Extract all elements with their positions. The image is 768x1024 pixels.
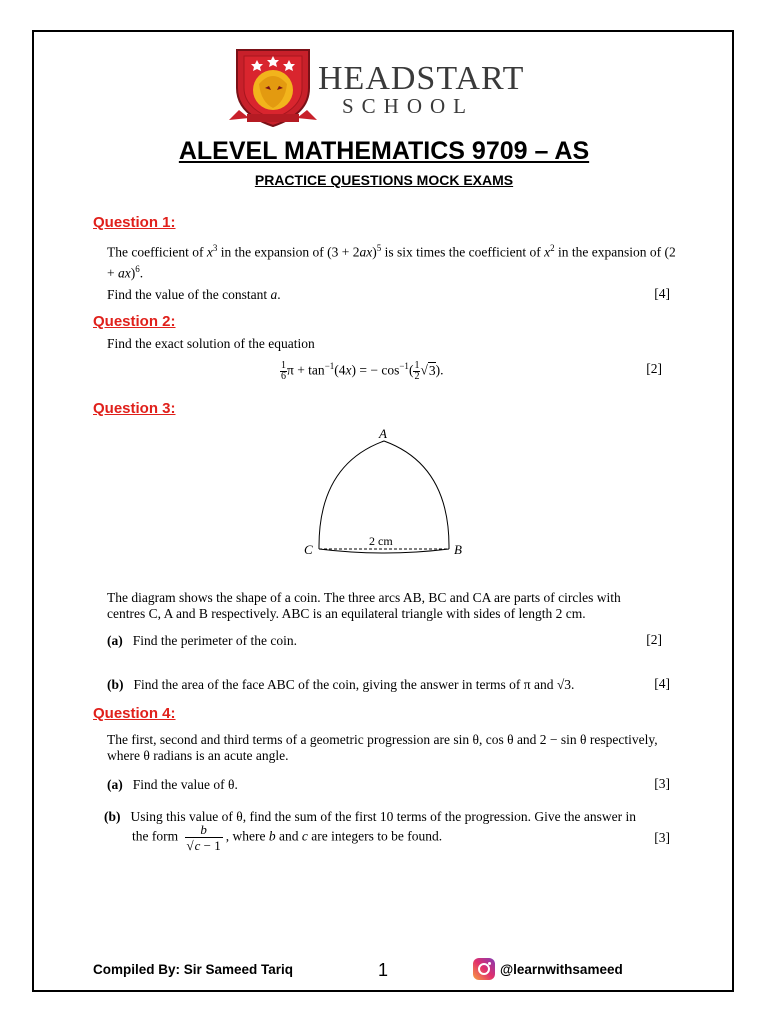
question-2-heading: Question 2: xyxy=(93,313,176,330)
question-4-part-a-mark: [3] xyxy=(654,776,670,791)
vertex-label-b: B xyxy=(454,542,462,557)
vertex-label-a: A xyxy=(379,426,387,441)
question-1-text: The coefficient of $x^3$ in the expansion of $(3 + 2ax)^5$ is six times the coefficient of $x^2$ in the expansion of (2 + ax)$^6$. xyxy=(107,243,676,280)
question-4-part-b-mark: [3] xyxy=(654,830,670,845)
question-3-heading: Question 3: xyxy=(93,400,176,417)
school-name: HEADSTART xyxy=(318,60,525,97)
question-4-part-a xyxy=(107,776,238,793)
question-4-heading: Question 4: xyxy=(93,705,176,722)
question-4-text-line2: where θ radians is an acute angle. xyxy=(107,748,289,763)
question-1-task: Find the value of the constant a. xyxy=(107,287,281,302)
coin-arc-outline xyxy=(319,441,449,549)
question-3-part-a-text: Find the perimeter of the coin. xyxy=(132,633,297,648)
question-3-part-b xyxy=(107,676,574,693)
question-2-mark: [2] xyxy=(646,361,662,376)
school-subtitle: SCHOOL xyxy=(342,94,475,118)
coin-arc-bottom xyxy=(319,549,449,553)
question-3-text-line1: The diagram shows the shape of a coin. The three arcs AB, BC and CA are parts of circles with xyxy=(107,590,621,605)
question-4-part-a-label: (a) xyxy=(107,777,123,792)
instagram-icon xyxy=(473,958,495,980)
question-2-text: Find the exact solution of the equation xyxy=(107,336,315,351)
school-crest-logo xyxy=(229,40,317,130)
question-1-heading: Question 1: xyxy=(93,214,176,231)
question-4-part-b-form: the form $\frac{b}{√c - 1}$ , where b and c are integers to be found. xyxy=(132,822,443,853)
question-4-part-a-text: Find the value of θ. xyxy=(132,777,238,792)
question-3-part-a-mark: [2] xyxy=(646,632,662,647)
question-3-part-b-label: (b) xyxy=(107,677,124,692)
page-title: ALEVEL MATHEMATICS 9709 – AS xyxy=(178,137,590,165)
question-3-text-line2: centres C, A and B respectively. ABC is an equilateral triangle with sides of length 2 cm. xyxy=(107,606,586,621)
question-2-equation: $\frac{1}{6}$ $\pi + \tan^{-1}(4x)$ = − $\cos^{-1}$( $\frac{1}{2}$ √3). xyxy=(281,359,444,382)
side-length-label: 2 cm xyxy=(369,534,393,548)
vertex-label-c: C xyxy=(304,542,313,557)
question-1-mark: [4] xyxy=(654,286,670,301)
page-subtitle: PRACTICE QUESTIONS MOCK EXAMS xyxy=(254,172,514,188)
footer-compiled-by: Compiled By: Sir Sameed Tariq xyxy=(93,962,294,977)
question-4-part-b-label: (b) xyxy=(104,809,121,824)
question-3-part-b-mark: [4] xyxy=(654,676,670,691)
question-3-part-a-label: (a) xyxy=(107,633,123,648)
question-4-part-b-text: Using this value of θ, find the sum of the first 10 terms of the progression. Give the answer in xyxy=(130,809,636,824)
footer-instagram-handle: @learnwithsameed xyxy=(500,962,623,977)
question-4-text-line1: The first, second and third terms of a geometric progression are sin θ, cos θ and 2 − sin θ respectively, xyxy=(107,732,658,747)
page-number: 1 xyxy=(378,960,389,980)
question-3-part-a xyxy=(107,632,297,649)
question-3-part-b-text: Find the area of the face ABC of the coin, giving the answer in terms of π and √3. xyxy=(133,677,575,692)
